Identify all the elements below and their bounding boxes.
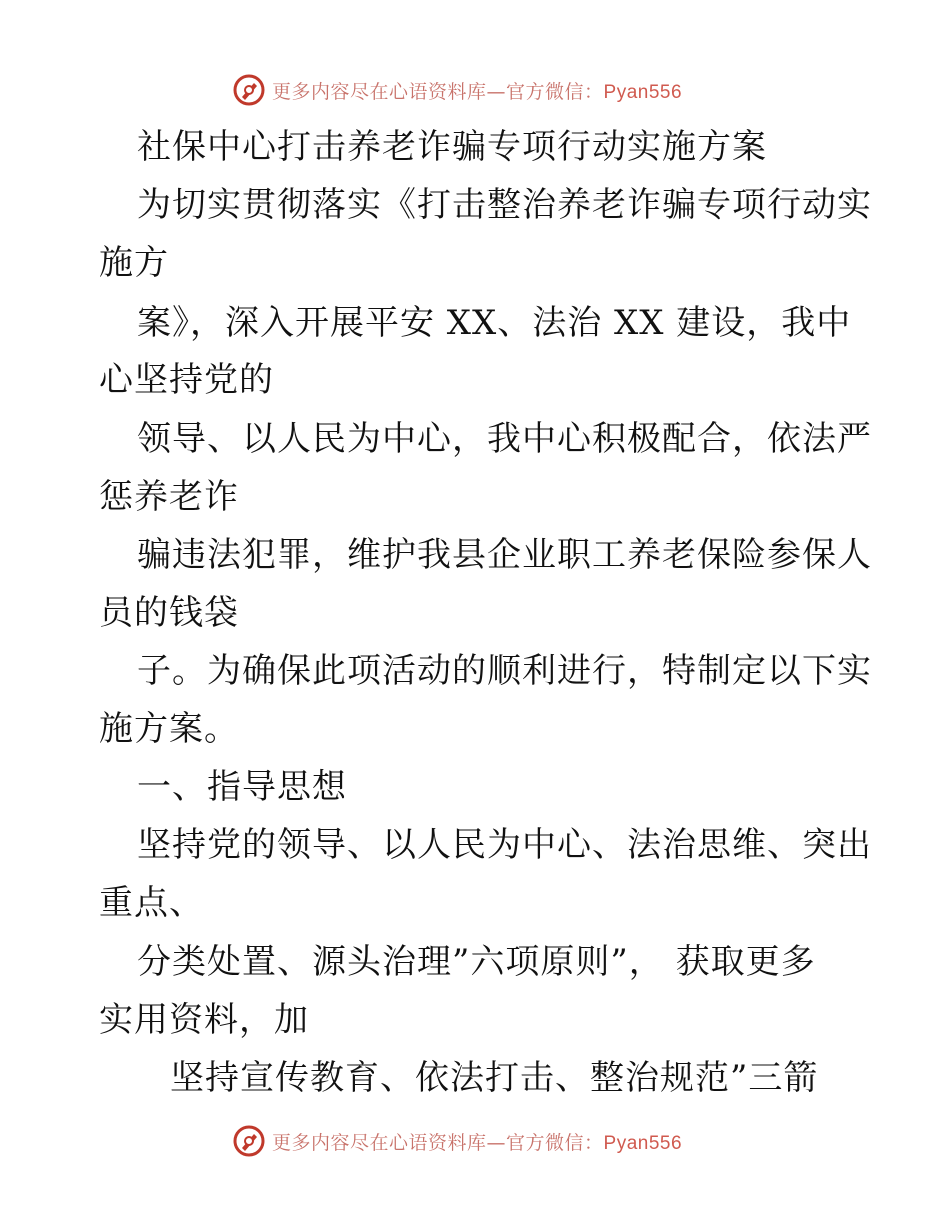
- paragraph-line: 施方: [99, 243, 169, 283]
- paragraph-line: 实用资料，加: [99, 1000, 309, 1040]
- pen-logo-icon: [232, 73, 266, 107]
- paragraph-line: 子。为确保此项活动的顺利进行，特制定以下实: [137, 651, 872, 691]
- paragraph-line: 为切实贯彻落实《打击整治养老诈骗专项行动实: [137, 185, 872, 225]
- paragraph-line: 案》，深入开展平安 XX、法治 XX 建设，我中: [137, 303, 852, 343]
- paragraph-line: 骗违法犯罪，维护我县企业职工养老保险参保人: [137, 535, 872, 575]
- paragraph-line: 员的钱袋: [99, 593, 239, 633]
- paragraph-line: 领导、以人民为中心，我中心积极配合，依法严: [137, 419, 872, 459]
- paragraph-line: 施方案。: [99, 709, 239, 749]
- paragraph-line: 分类处置、源头治理”六项原则”， 获取更多: [137, 942, 816, 982]
- pen-logo-icon: [232, 1124, 266, 1158]
- paragraph-line: 心坚持党的: [99, 360, 274, 400]
- footer-banner: [0, 1121, 950, 1161]
- paragraph-line: 重点、: [99, 883, 204, 923]
- doc-title: 社保中心打击养老诈骗专项行动实施方案: [137, 127, 767, 167]
- paragraph-line: 惩养老诈: [99, 477, 239, 517]
- header-banner: [0, 70, 950, 110]
- banner-text: 更多内容尽在心语资料库—官方微信：Pyan556: [272, 1131, 683, 1154]
- banner-text: 更多内容尽在心语资料库—官方微信：Pyan556: [272, 80, 683, 103]
- paragraph-line: 坚持党的领导、以人民为中心、法治思维、突出: [137, 825, 872, 865]
- section-heading: 一、指导思想: [137, 767, 347, 807]
- paragraph-line: 坚持宣传教育、依法打击、整治规范”三箭: [170, 1058, 819, 1098]
